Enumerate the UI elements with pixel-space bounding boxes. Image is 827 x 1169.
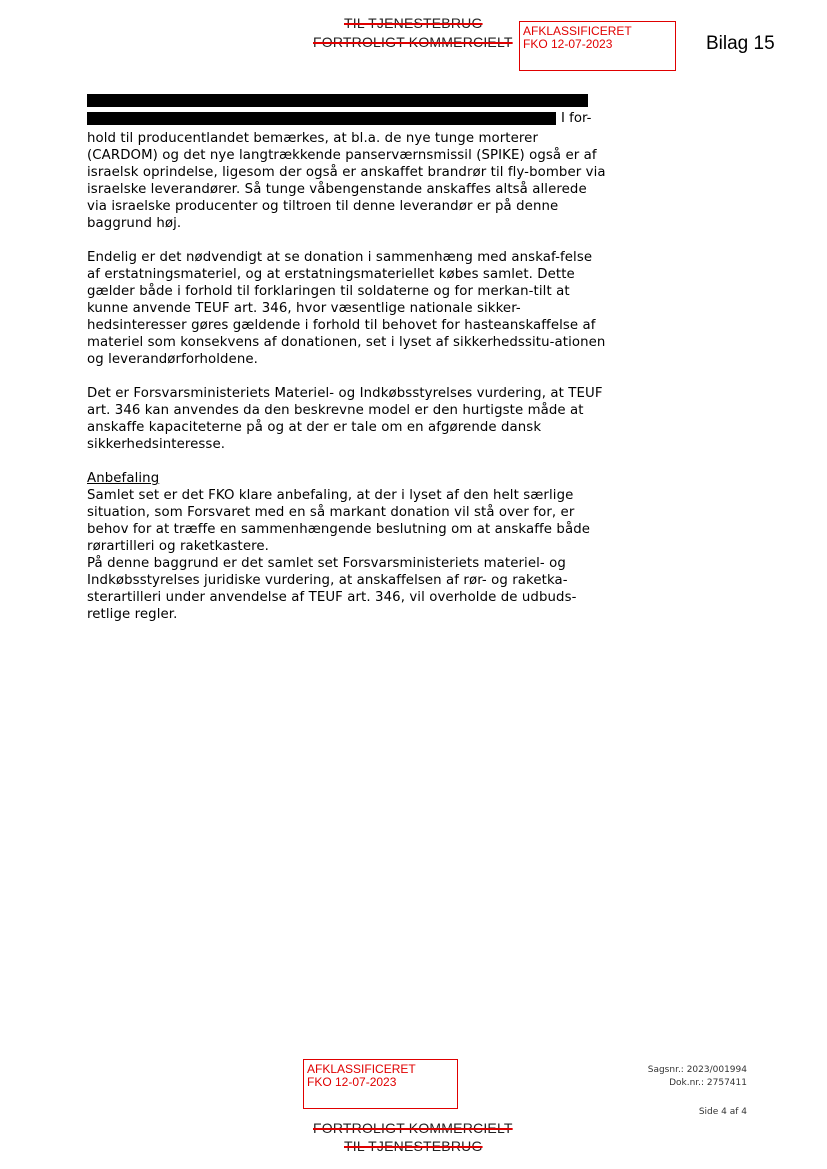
case-meta	[600, 1064, 747, 1090]
section-heading: Anbefaling	[87, 471, 160, 486]
declassified-stamp-bottom	[303, 1059, 458, 1109]
paragraph: Endelig er det nødvendigt at se donation i sammenhæng med anskaf-felse af erstatningsmateriel, og at erstatningsmateriellet købes samlet. Dette gælder både i forhold til forklaringen til soldaterne og for merkan-tilt at kunne anvende TEUF art. 346, hvor væsentlige nationale sikker-hedsinteresser gøres gældende i forhold til behovet for hasteanskaffelse af materiel som konsekvens af donationen, set i lyset af sikkerhedssitu-ationen og leverandørforholdene.	[87, 250, 606, 367]
classification-header-top: TIL TJENESTEBRUG	[344, 15, 483, 31]
stamp-label: AFKLASSIFICERET	[307, 1062, 416, 1076]
paragraph: hold til producentlandet bemærkes, at bl.a. de nye tunge morterer (CARDOM) og det nye langtrækkende panserværnsmissil (SPIKE) også er af israelsk oprindelse, ligesom der også er anskaffet brandrør til fly-bomber via israelske leverandører. Så tunge våbengenstande anskaffes altså allerede via israelske producenter og tiltroen til denne leverandør er på denne baggrund høj.	[87, 131, 606, 231]
paragraph: Samlet set er det FKO klare anbefaling, at der i lyset af den helt særlige situation, som Forsvaret med en så markant donation vil stå over for, er behov for at træffe en sammenhængende beslutning om at anskaffe både rørartilleri og raketkastere.	[87, 488, 591, 554]
paragraph-fragment: I for-	[561, 111, 592, 126]
stamp-date: FKO 12-07-2023	[523, 37, 613, 51]
classification-footer-bottom: TIL TJENESTEBRUG	[344, 1138, 483, 1154]
body-text	[87, 130, 607, 623]
paragraph: På denne baggrund er det samlet set Forsvarsministeriets materiel- og Indkøbsstyrelses juridiske vurdering, at anskaffelsen af rør- og raketka-sterartilleri under anvendelse af TEUF art. 346, vil overholde de udbuds-retlige regler.	[87, 556, 577, 622]
paragraph: Det er Forsvarsministeriets Materiel- og Indkøbsstyrelses vurdering, at TEUF art. 346 kan anvendes da den beskrevne model er den hurtigste måde at anskaffe kapaciteterne på og at der er tale om en afgørende dansk sikkerhedsinteresse.	[87, 386, 603, 452]
page-number: Side 4 af 4	[698, 1107, 747, 1117]
declassified-stamp-top	[519, 21, 676, 71]
classification-header-bottom: FORTROLIGT KOMMERCIELT	[313, 34, 513, 50]
case-number: Sagsnr.: 2023/001994	[647, 1065, 747, 1075]
document-number: Dok.nr.: 2757411	[669, 1078, 747, 1088]
stamp-date: FKO 12-07-2023	[307, 1075, 397, 1089]
classification-footer-top: FORTROLIGT KOMMERCIELT	[313, 1120, 513, 1136]
stamp-label: AFKLASSIFICERET	[523, 24, 632, 38]
redaction-bar	[87, 94, 588, 107]
bilag-label: Bilag 15	[706, 33, 775, 54]
redaction-bar	[87, 112, 556, 125]
